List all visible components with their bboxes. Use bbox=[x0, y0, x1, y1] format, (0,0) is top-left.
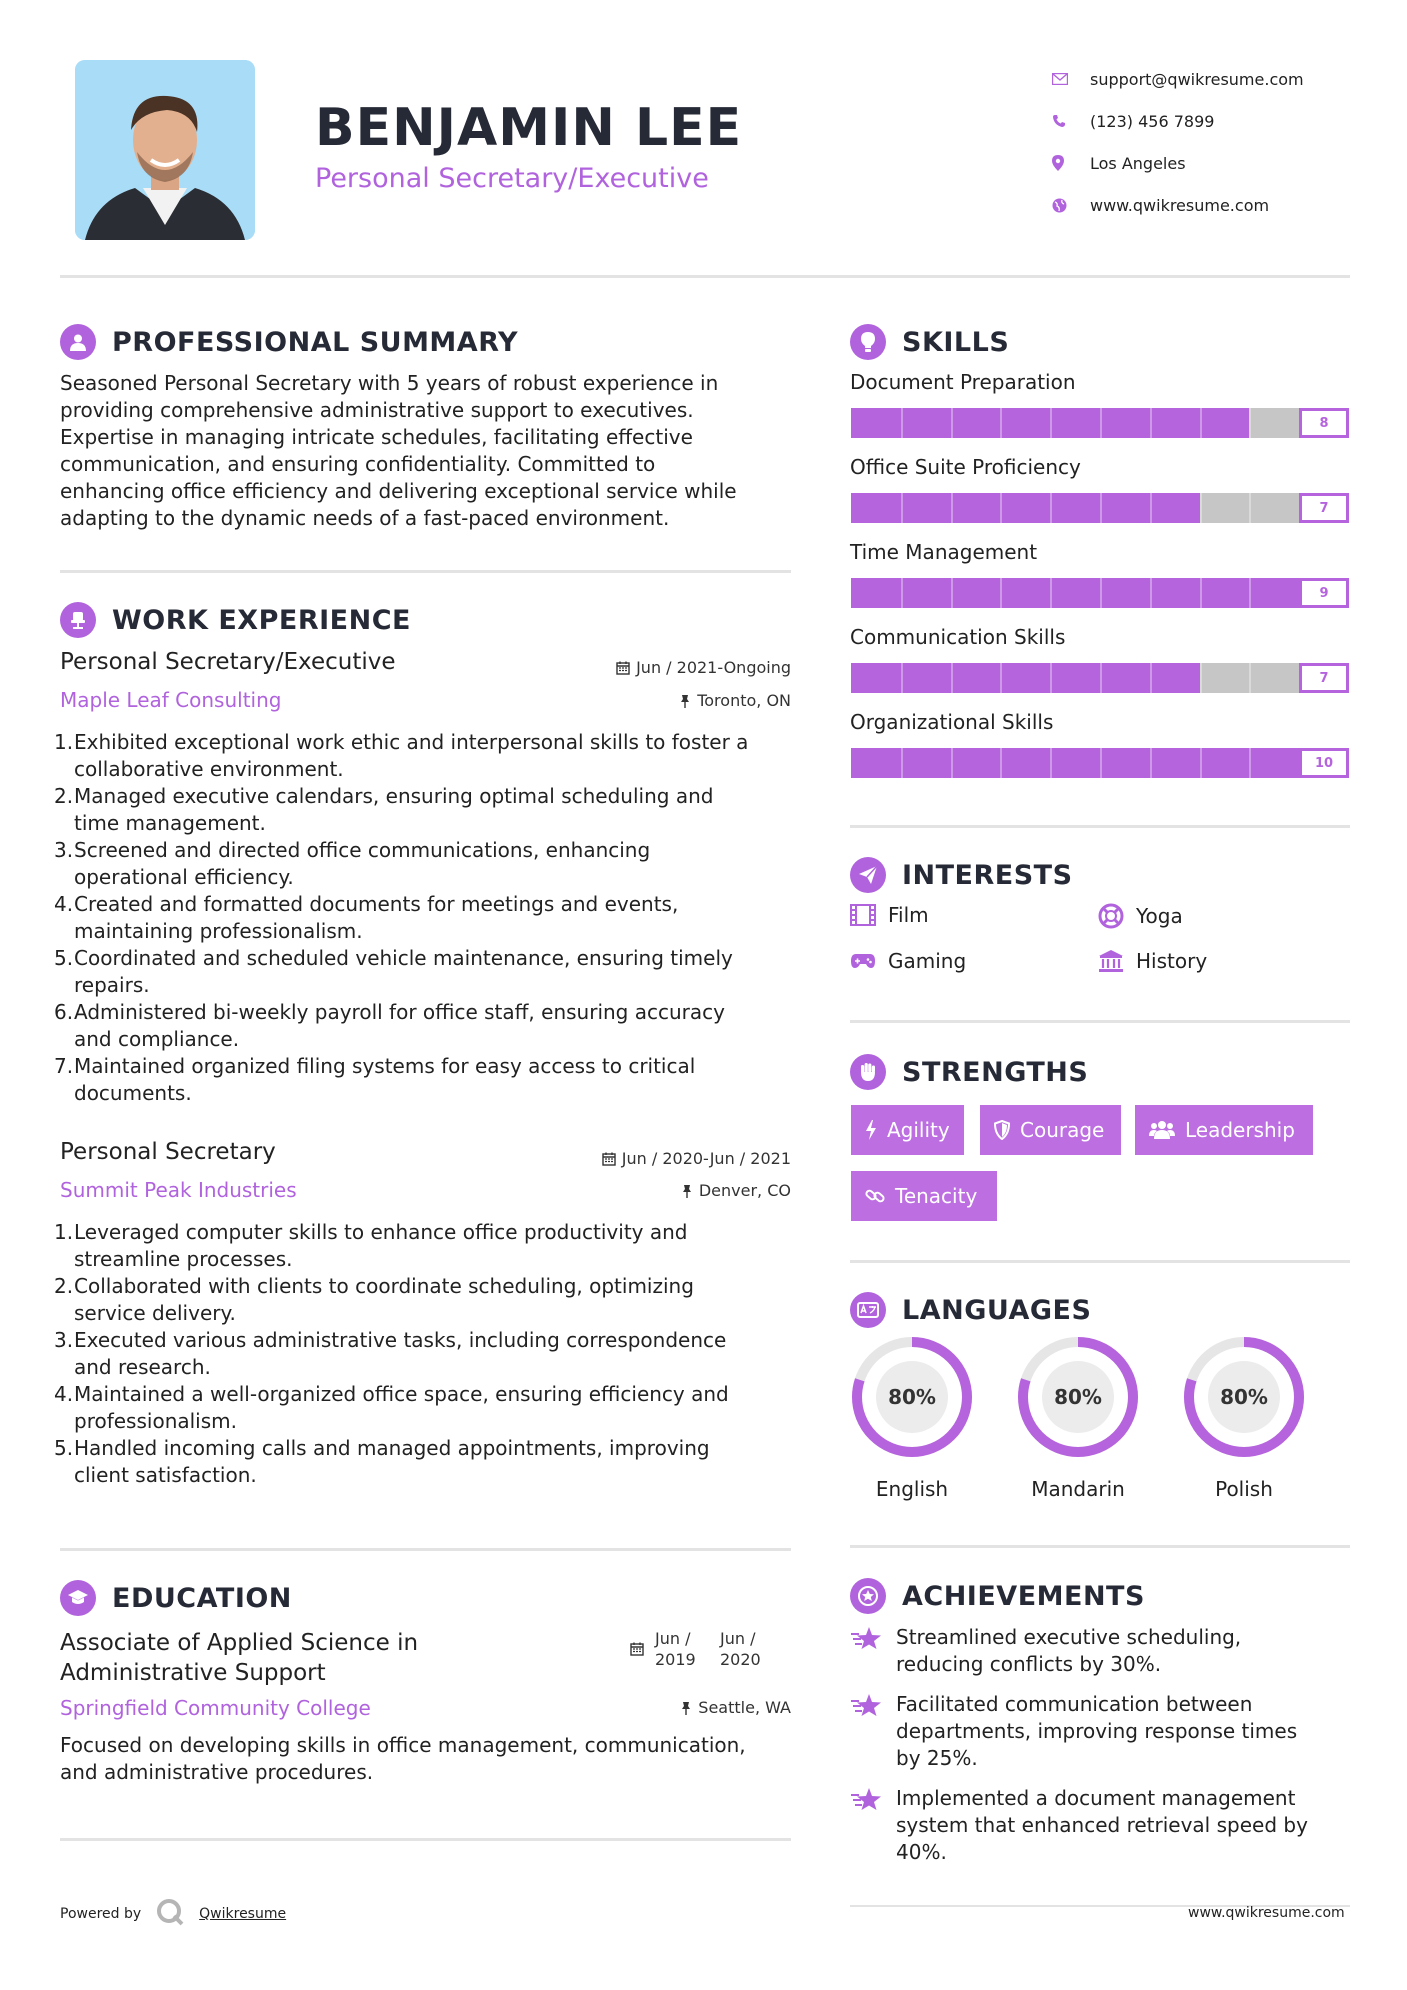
strength-label: Agility bbox=[887, 1118, 950, 1142]
strengths-title: STRENGTHS bbox=[902, 1056, 1089, 1088]
skill-label: Document Preparation bbox=[850, 370, 1076, 394]
envelope-icon bbox=[1052, 73, 1090, 85]
job-dates-text: Jun / 2020-Jun / 2021 bbox=[621, 1149, 791, 1168]
user-icon bbox=[60, 324, 96, 360]
language-percent: 80% bbox=[1054, 1385, 1102, 1409]
languages-heading bbox=[850, 1290, 1091, 1330]
job-title: Personal Secretary/Executive bbox=[60, 649, 396, 675]
achievement-text: Streamlined executive scheduling, reducing conflicts by 30%. bbox=[896, 1625, 1242, 1676]
skill-value: 7 bbox=[1299, 663, 1349, 693]
museum-icon bbox=[1098, 949, 1124, 973]
summary-line: communication, and ensuring confidentiality. Committed to bbox=[60, 452, 656, 476]
skill-bar-tick bbox=[1200, 578, 1202, 608]
skill-bar-tick bbox=[1050, 748, 1052, 778]
profile-photo bbox=[75, 60, 255, 240]
bullet-item: 1. Exhibited exceptional work ethic and interpersonal skills to foster a collaborative environment. bbox=[54, 730, 749, 781]
job-location-text: Denver, CO bbox=[698, 1181, 791, 1200]
job-location bbox=[560, 1181, 791, 1200]
language-name: English bbox=[875, 1477, 949, 1501]
achievement-item bbox=[850, 1691, 1346, 1772]
gamepad-icon bbox=[850, 952, 876, 970]
skill-label: Time Management bbox=[850, 540, 1038, 564]
link-icon bbox=[865, 1186, 885, 1206]
education-divider bbox=[60, 1838, 791, 1841]
education-desc-line: Focused on developing skills in office management, communication, bbox=[60, 1733, 746, 1757]
contact-phone[interactable] bbox=[1052, 100, 1304, 142]
strength-tag-agility bbox=[851, 1105, 964, 1155]
bullet-item: 4. Created and formatted documents for meetings and events, maintaining professionalism. bbox=[54, 892, 679, 943]
interest-gaming bbox=[850, 949, 966, 973]
film-icon bbox=[850, 904, 876, 926]
skill-value: 8 bbox=[1299, 408, 1349, 438]
bullet-item: 3. Screened and directed office communications, enhancing operational efficiency. bbox=[54, 838, 651, 889]
languages-title: LANGUAGES bbox=[902, 1294, 1092, 1326]
summary-line: providing comprehensive administrative support to executives. bbox=[60, 398, 694, 422]
star-icon bbox=[850, 1624, 896, 1678]
interests-divider bbox=[850, 1020, 1350, 1023]
skill-bar-tick bbox=[1249, 663, 1251, 693]
skill-label: Organizational Skills bbox=[850, 710, 1054, 734]
achievement-item bbox=[850, 1624, 1346, 1678]
interests-title: INTERESTS bbox=[902, 859, 1073, 891]
skill-bar-tick bbox=[1200, 493, 1202, 523]
strengths-divider bbox=[850, 1260, 1350, 1263]
users-icon bbox=[1149, 1120, 1175, 1140]
interest-label: Film bbox=[888, 903, 929, 927]
job-location bbox=[560, 691, 791, 710]
qwikresume-logo-icon bbox=[155, 1897, 185, 1931]
achievements-title: ACHIEVEMENTS bbox=[902, 1580, 1145, 1612]
skill-value: 9 bbox=[1299, 578, 1349, 608]
skill-bar-tick bbox=[951, 408, 953, 438]
degree-line: Associate of Applied Science in bbox=[60, 1630, 419, 1656]
skill-bar-tick bbox=[951, 663, 953, 693]
skill-bar-tick bbox=[901, 748, 903, 778]
summary-divider bbox=[60, 570, 791, 573]
graduation-cap-icon bbox=[60, 1580, 96, 1616]
skill-bar-tick bbox=[1150, 493, 1152, 523]
summary-heading bbox=[60, 322, 518, 362]
pushpin-icon bbox=[679, 694, 691, 708]
skill-bar-tick bbox=[1200, 748, 1202, 778]
candidate-title: Personal Secretary/Executive bbox=[315, 163, 709, 194]
pushpin-icon bbox=[681, 1184, 693, 1198]
skill-value: 10 bbox=[1299, 748, 1349, 778]
interest-film bbox=[850, 903, 929, 927]
skill-bar-tick bbox=[1249, 493, 1251, 523]
skill-bar-tick bbox=[1000, 748, 1002, 778]
company-name: Maple Leaf Consulting bbox=[60, 688, 282, 712]
powered-by-text: Powered by bbox=[60, 1906, 142, 1922]
lifebuoy-icon bbox=[1098, 903, 1124, 929]
skill-bar-tick bbox=[1000, 578, 1002, 608]
skill-bar-tick bbox=[1150, 578, 1152, 608]
skill-bar-tick bbox=[951, 748, 953, 778]
interests-heading bbox=[850, 855, 1073, 895]
footer-website[interactable]: www.qwikresume.com bbox=[1188, 1905, 1345, 1921]
edu-end-year: 2020 bbox=[720, 1650, 761, 1669]
badge-star-icon bbox=[850, 1578, 886, 1614]
language-percent: 80% bbox=[1220, 1385, 1268, 1409]
header-divider bbox=[60, 275, 1350, 278]
skill-bar-tick bbox=[1100, 408, 1102, 438]
language-percent: 80% bbox=[888, 1385, 936, 1409]
pushpin-icon bbox=[680, 1701, 692, 1715]
skill-label: Office Suite Proficiency bbox=[850, 455, 1081, 479]
skill-bar-tick bbox=[1050, 493, 1052, 523]
skill-bar-fill bbox=[851, 663, 1200, 693]
education-location bbox=[560, 1698, 791, 1717]
language-name: Polish bbox=[1215, 1477, 1273, 1501]
contact-block bbox=[1052, 58, 1304, 226]
summary-title: PROFESSIONAL SUMMARY bbox=[112, 326, 519, 358]
calendar-icon bbox=[630, 1642, 644, 1656]
achievement-text: Implemented a document management system that enhanced retrieval speed by 40%. bbox=[896, 1786, 1308, 1864]
work-heading bbox=[60, 600, 411, 640]
skill-bar-tick bbox=[1050, 408, 1052, 438]
skills-heading bbox=[850, 322, 1009, 362]
skill-bar-tick bbox=[1150, 663, 1152, 693]
skill-bar bbox=[851, 748, 1349, 778]
fist-icon bbox=[850, 1054, 886, 1090]
lightbulb-icon bbox=[850, 324, 886, 360]
language-item bbox=[1183, 1336, 1309, 1501]
contact-email-text: support@qwikresume.com bbox=[1090, 69, 1304, 89]
interest-label: Yoga bbox=[1136, 904, 1183, 928]
skill-bar-tick bbox=[1200, 408, 1202, 438]
education-heading bbox=[60, 1578, 292, 1618]
achievement-text: Facilitated communication between departments, improving response times by 25%. bbox=[896, 1692, 1298, 1770]
language-name: Mandarin bbox=[1031, 1477, 1125, 1501]
contact-location-text: Los Angeles bbox=[1090, 153, 1186, 173]
skill-bar-tick bbox=[951, 578, 953, 608]
job-bullets bbox=[56, 729, 796, 1107]
skill-bar bbox=[851, 578, 1349, 608]
bolt-icon bbox=[865, 1120, 877, 1140]
contact-website-text: www.qwikresume.com bbox=[1090, 195, 1270, 215]
school-name: Springfield Community College bbox=[60, 1696, 371, 1720]
star-icon bbox=[850, 1785, 896, 1866]
skill-bar-tick bbox=[1000, 493, 1002, 523]
education-location-text: Seattle, WA bbox=[698, 1698, 791, 1717]
language-icon bbox=[850, 1292, 886, 1328]
star-icon bbox=[850, 1691, 896, 1772]
skill-bar-tick bbox=[1100, 663, 1102, 693]
strength-tag-courage bbox=[980, 1105, 1121, 1155]
job-bullets bbox=[56, 1219, 796, 1489]
candidate-name: BENJAMIN LEE bbox=[315, 98, 743, 158]
bullet-item: 2. Managed executive calendars, ensuring optimal scheduling and time management. bbox=[54, 784, 714, 835]
skills-title: SKILLS bbox=[902, 326, 1010, 358]
edu-start-month: Jun / bbox=[655, 1629, 691, 1648]
strength-label: Courage bbox=[1020, 1118, 1105, 1142]
skill-label: Communication Skills bbox=[850, 625, 1066, 649]
footer-powered-by bbox=[60, 1897, 286, 1931]
degree-title bbox=[60, 1628, 418, 1688]
language-item bbox=[1017, 1336, 1143, 1501]
skill-bar-fill bbox=[851, 493, 1200, 523]
skills-divider bbox=[850, 825, 1350, 828]
bullet-item: 4. Maintained a well-organized office space, ensuring efficiency and professionalism. bbox=[54, 1382, 729, 1433]
job-title: Personal Secretary bbox=[60, 1139, 276, 1165]
summary-line: enhancing office efficiency and delivering exceptional service while bbox=[60, 479, 737, 503]
skill-bar-tick bbox=[1100, 578, 1102, 608]
languages-divider bbox=[850, 1545, 1350, 1548]
skill-bar bbox=[851, 408, 1349, 438]
skill-bar-tick bbox=[901, 578, 903, 608]
edu-end-month: Jun / bbox=[720, 1629, 756, 1648]
job-dates-text: Jun / 2021-Ongoing bbox=[636, 658, 791, 677]
bullet-item: 7. Maintained organized filing systems for easy access to critical documents. bbox=[54, 1054, 696, 1105]
skill-bar-tick bbox=[901, 493, 903, 523]
strength-label: Tenacity bbox=[895, 1184, 978, 1208]
map-pin-icon bbox=[1052, 155, 1090, 171]
calendar-icon bbox=[616, 661, 630, 675]
summary-text bbox=[60, 370, 737, 532]
skill-bar-tick bbox=[951, 493, 953, 523]
bullet-item: 1. Leveraged computer skills to enhance office productivity and streamline processes. bbox=[54, 1220, 688, 1271]
skill-bar-tick bbox=[1150, 408, 1152, 438]
phone-icon bbox=[1052, 114, 1090, 128]
language-item bbox=[851, 1336, 977, 1501]
achievement-item bbox=[850, 1785, 1346, 1866]
shield-icon bbox=[994, 1120, 1010, 1140]
skill-bar-tick bbox=[1249, 748, 1251, 778]
strength-tag-tenacity bbox=[851, 1171, 997, 1221]
edu-start-year: 2019 bbox=[655, 1650, 696, 1669]
skill-bar-tick bbox=[1100, 748, 1102, 778]
work-title: WORK EXPERIENCE bbox=[112, 604, 411, 636]
skill-bar-tick bbox=[1000, 663, 1002, 693]
skill-bar bbox=[851, 663, 1349, 693]
work-divider bbox=[60, 1548, 791, 1551]
qwikresume-link[interactable]: Qwikresume bbox=[199, 1906, 287, 1922]
skill-bar-tick bbox=[1100, 493, 1102, 523]
achievements-heading bbox=[850, 1576, 1145, 1616]
job-dates bbox=[560, 658, 791, 677]
contact-phone-text: (123) 456 7899 bbox=[1090, 111, 1215, 131]
paper-plane-icon bbox=[850, 857, 886, 893]
skill-bar-tick bbox=[1150, 748, 1152, 778]
bullet-item: 6. Administered bi-weekly payroll for office staff, ensuring accuracy and compliance. bbox=[54, 1000, 725, 1051]
bullet-item: 5. Coordinated and scheduled vehicle maintenance, ensuring timely repairs. bbox=[54, 946, 733, 997]
strength-label: Leadership bbox=[1185, 1118, 1295, 1142]
interest-history bbox=[1098, 949, 1207, 973]
summary-line: Seasoned Personal Secretary with 5 years of robust experience in bbox=[60, 371, 719, 395]
summary-line: adapting to the dynamic needs of a fast-paced environment. bbox=[60, 506, 670, 530]
bullet-item: 2. Collaborated with clients to coordinate scheduling, optimizing service delivery. bbox=[54, 1274, 694, 1325]
education-description bbox=[60, 1732, 746, 1786]
skill-value: 7 bbox=[1299, 493, 1349, 523]
bullet-item: 5. Handled incoming calls and managed appointments, improving client satisfaction. bbox=[54, 1436, 710, 1487]
skill-bar bbox=[851, 493, 1349, 523]
strength-tag-leadership bbox=[1135, 1105, 1313, 1155]
skill-bar-tick bbox=[901, 663, 903, 693]
interest-label: History bbox=[1136, 949, 1208, 973]
skill-bar-fill bbox=[851, 578, 1299, 608]
bullet-item: 3. Executed various administrative tasks, including correspondence and research. bbox=[54, 1328, 727, 1379]
skill-bar-tick bbox=[1249, 408, 1251, 438]
contact-location bbox=[1052, 142, 1304, 184]
summary-line: Expertise in managing intricate schedules, facilitating effective bbox=[60, 425, 693, 449]
job-location-text: Toronto, ON bbox=[697, 691, 791, 710]
skill-bar-tick bbox=[1200, 663, 1202, 693]
interest-yoga bbox=[1098, 903, 1183, 929]
skill-bar-tick bbox=[901, 408, 903, 438]
education-title: EDUCATION bbox=[112, 1582, 292, 1614]
skill-bar-tick bbox=[1050, 663, 1052, 693]
interest-label: Gaming bbox=[888, 949, 967, 973]
chair-icon bbox=[60, 602, 96, 638]
strengths-heading bbox=[850, 1052, 1088, 1092]
job-dates bbox=[540, 1149, 791, 1168]
contact-website[interactable] bbox=[1052, 184, 1304, 226]
calendar-icon bbox=[602, 1152, 616, 1166]
education-desc-line: and administrative procedures. bbox=[60, 1760, 374, 1784]
contact-email[interactable] bbox=[1052, 58, 1304, 100]
company-name: Summit Peak Industries bbox=[60, 1178, 297, 1202]
globe-icon bbox=[1052, 198, 1090, 213]
degree-line: Administrative Support bbox=[60, 1660, 326, 1686]
skill-bar-tick bbox=[1000, 408, 1002, 438]
skill-bar-tick bbox=[1050, 578, 1052, 608]
skill-bar-tick bbox=[1249, 578, 1251, 608]
